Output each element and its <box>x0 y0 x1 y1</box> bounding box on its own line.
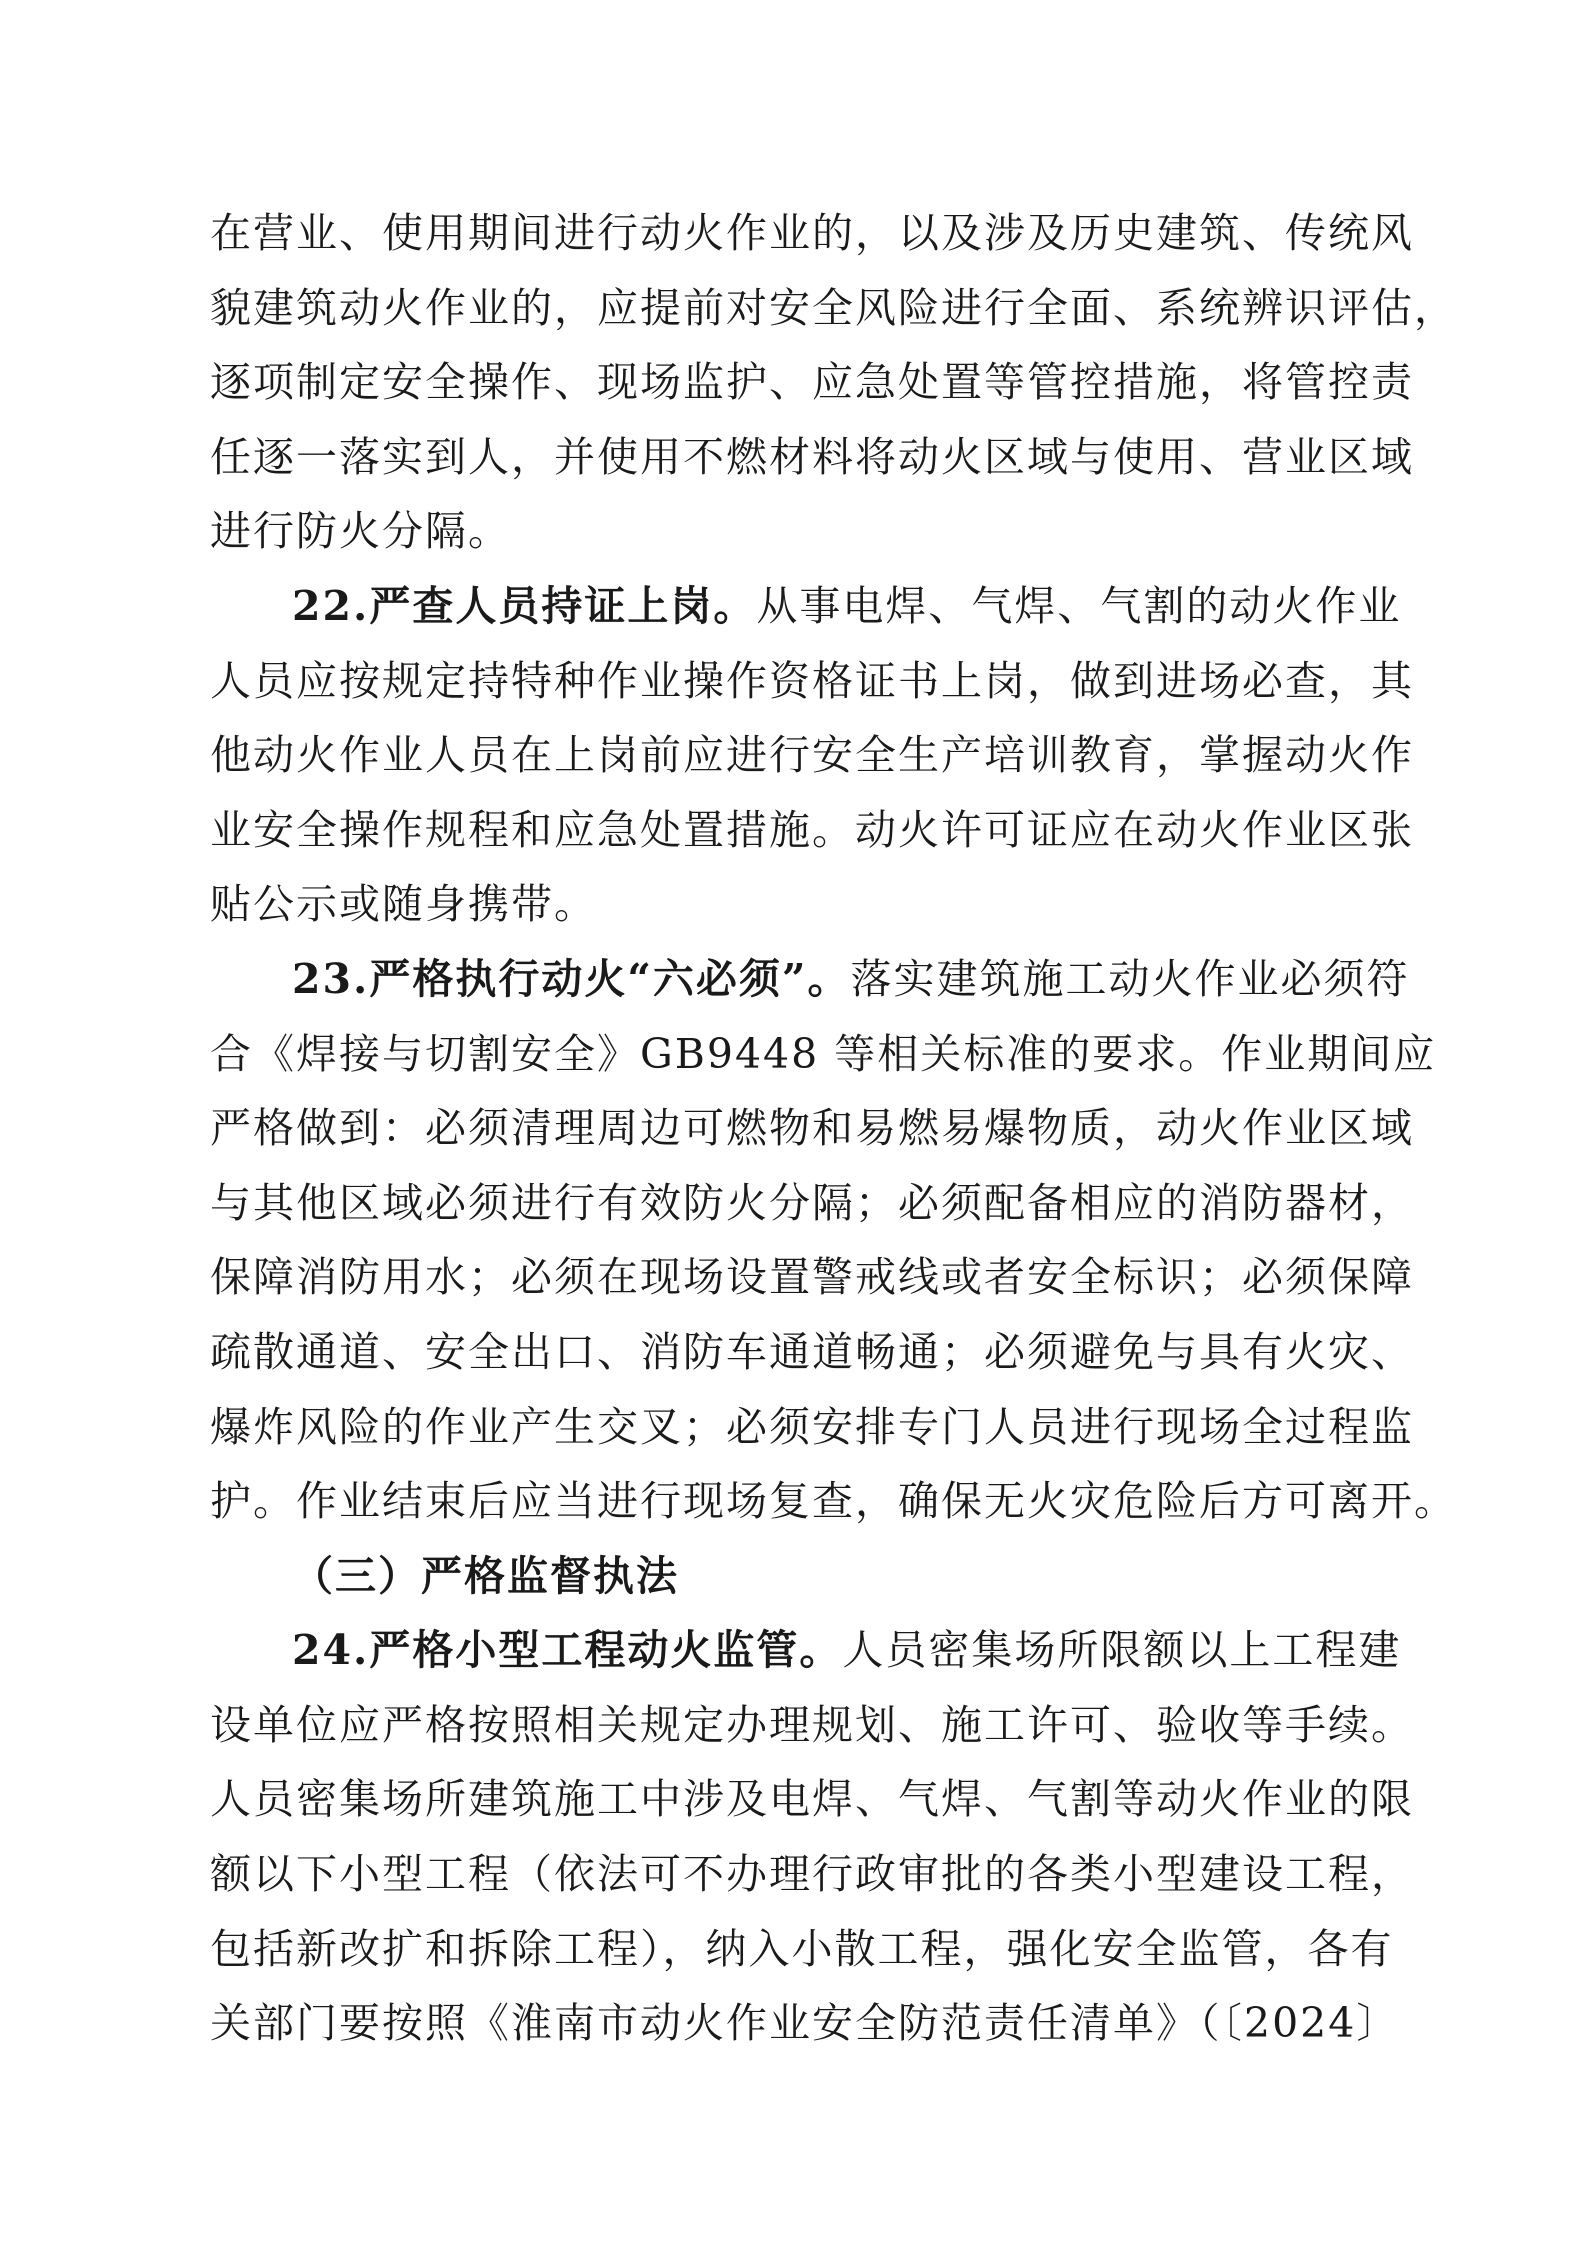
item-24-line: 人员密集场所建筑施工中涉及电焊、气焊、气割等动火作业的限 <box>210 1775 1414 1824</box>
intro-line: 貌建筑动火作业的，应提前对安全风险进行全面、系统辨识评估， <box>210 283 1457 332</box>
item-22-line: 他动火作业人员在上岗前应进行安全生产培训教育，掌握动火作 <box>210 731 1414 780</box>
item-22-title: 22.严查人员持证上岗。 <box>292 581 757 630</box>
item-23-first-line <box>210 942 1410 1017</box>
item-24-line: 额以下小型工程（依法可不办理行政审批的各类小型建设工程， <box>210 1850 1414 1899</box>
item-22-text: 从事电焊、气焊、气割的动火作业 <box>756 581 1402 630</box>
item-22-line: 人员应按规定持特种作业操作资格证书上岗，做到进场必查，其 <box>210 656 1414 705</box>
item-24-line: 设单位应严格按照相关规定办理规划、施工许可、验收等手续。 <box>210 1700 1414 1749</box>
item-23-line: 严格做到：必须清理周边可燃物和易燃易爆物质，动火作业区域 <box>210 1104 1414 1153</box>
intro-line: 逐项制定安全操作、现场监护、应急处置等管控措施，将管控责 <box>210 358 1414 407</box>
item-23-line: 与其他区域必须进行有效防火分隔；必须配备相应的消防器材， <box>210 1178 1414 1227</box>
item-24-first-line <box>210 1613 1402 1688</box>
item-24-text: 人员密集场所限额以上工程建 <box>842 1626 1402 1675</box>
item-24-line: 关部门要按照《淮南市动火作业安全防范责任清单》（〔2024〕 <box>210 1999 1400 2048</box>
item-23-line: 合《焊接与切割安全》GB9448 等相关标准的要求。作业期间应 <box>210 1029 1437 1078</box>
item-23-line: 保障消防用水；必须在现场设置警戒线或者安全标识；必须保障 <box>210 1253 1414 1302</box>
document-body <box>210 196 1457 2061</box>
section-heading: （三）严格监督执法 <box>292 1551 679 1600</box>
item-23-title: 23.严格执行动火“六必须”。 <box>292 954 851 1003</box>
item-23-line: 疏散通道、安全出口、消防车通道畅通；必须避免与具有火灾、 <box>210 1327 1414 1376</box>
item-23-line: 护。作业结束后应当进行现场复查，确保无火灾危险后方可离开。 <box>210 1477 1457 1526</box>
intro-line: 在营业、使用期间进行动火作业的，以及涉及历史建筑、传统风 <box>210 209 1414 257</box>
item-22-line: 贴公示或随身携带。 <box>210 880 597 929</box>
item-23-text: 落实建筑施工动火作业必须符 <box>850 954 1410 1003</box>
intro-line: 进行防火分隔。 <box>210 507 511 556</box>
intro-line: 任逐一落实到人，并使用不燃材料将动火区域与使用、营业区域 <box>210 432 1414 481</box>
item-22-first-line <box>210 569 1402 644</box>
item-22-line: 业安全操作规程和应急处置措施。动火许可证应在动火作业区张 <box>210 805 1414 854</box>
item-24-line: 包括新改扩和拆除工程），纳入小散工程，强化安全监管，各有 <box>210 1924 1394 1973</box>
item-23-line: 爆炸风险的作业产生交叉；必须安排专门人员进行现场全过程监 <box>210 1402 1414 1451</box>
item-24-title: 24.严格小型工程动火监管。 <box>292 1626 843 1675</box>
